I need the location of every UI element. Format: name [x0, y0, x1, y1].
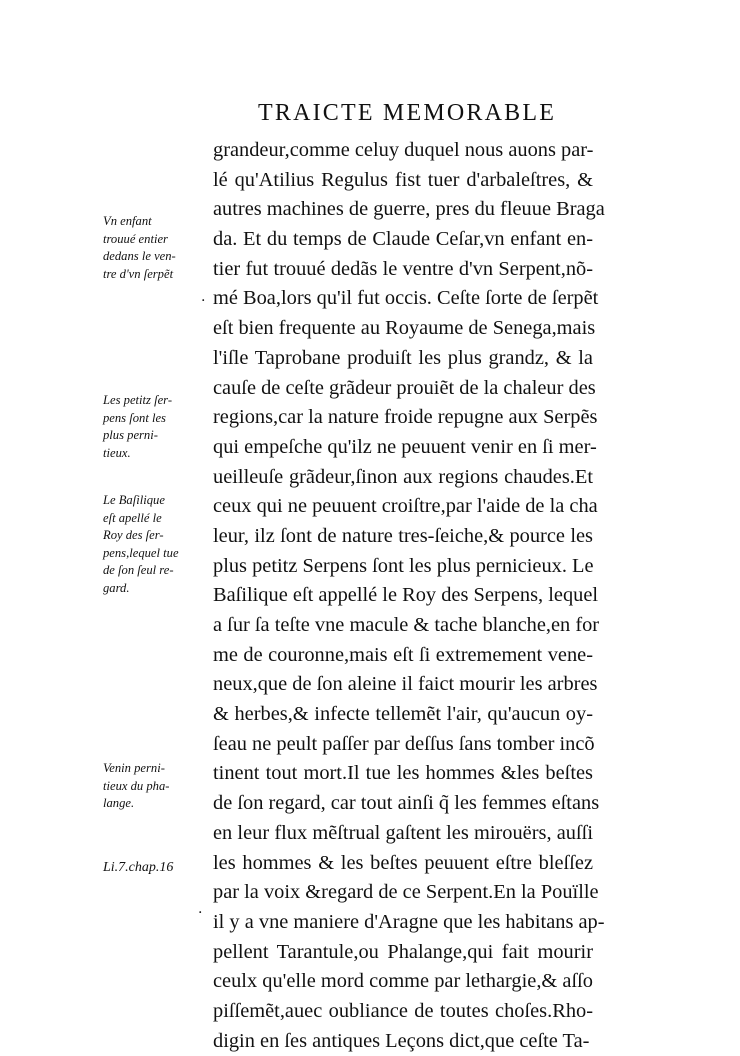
margin-note-basilique [103, 492, 211, 597]
margin-note-line: Venin perni- [103, 761, 165, 775]
text-line: lé qu'Atilius Regulus fist tuer d'arbaleſtres, & [213, 168, 593, 191]
text-line: qui empeſche qu'ilz ne peuuent venir en ſi mer- [213, 435, 597, 458]
margin-note-line: lange. [103, 796, 135, 810]
text-line: ceulx qu'elle mord comme par lethargie,& aſſo [213, 970, 593, 993]
text-line: & herbes,& infecte tellemẽt l'air, qu'aucun oy- [213, 703, 593, 726]
margin-note-line: tieux. [103, 445, 131, 460]
main-text-column [213, 136, 605, 1056]
margin-note-line: eſt apellé le [103, 510, 162, 525]
margin-note-line: pens ſont les [103, 410, 166, 425]
margin-note-line: Les petitz ſer- [103, 393, 173, 407]
margin-note-line: Roy des ſer- [103, 528, 164, 542]
text-line: a ſur ſa teſte vne macule & tache blanche,en for [213, 614, 600, 636]
text-line: ueilleuſe grãdeur,ſinon aux regions chaudes.Et [213, 465, 593, 488]
text-line: leur, ilz ſont de nature tres-ſeiche,& pource les [213, 524, 593, 547]
margin-note-line: gard. [103, 580, 130, 595]
text-line: par la voix &regard de ce Serpent.En la Pouïlle [213, 881, 599, 904]
text-line: l'iſle Taprobane produiſt les plus grandz, & la [213, 346, 593, 369]
margin-note-enfant [103, 213, 211, 283]
margin-note-venin [103, 760, 211, 813]
text-line: de ſon regard, car tout ainſi q̃ les femmes eſtans [213, 792, 600, 815]
text-line: autres machines de guerre, pres du fleuue Braga [213, 198, 605, 221]
margin-reference: Li.7.chap.16 [103, 860, 174, 875]
margin-note-line: tre d'vn ſerpẽt [103, 266, 174, 281]
text-line: ceux qui ne peuuent croiſtre,par l'aide de la cha [213, 495, 598, 518]
margin-note-line: tieux du pha- [103, 778, 170, 793]
text-line: piſſemẽt,auec oubliance de toutes choſes.Rho- [213, 999, 593, 1022]
text-line: plus petitz Serpens ſont les plus pernicieux. Le [213, 554, 594, 577]
margin-note-line: trouué entier [103, 231, 168, 246]
text-line: Baſilique eſt appellé le Roy des Serpens, lequel [213, 584, 599, 607]
text-line: neux,que de ſon aleine il faict mourir les arbres [213, 673, 598, 696]
text-line: il y a vne maniere d'Aragne que les habitans ap- [213, 910, 605, 933]
text-line: da. Et du temps de Claude Ceſar,vn enfant en- [213, 228, 593, 251]
text-line: regions,car la nature froide repugne aux Serpẽs [213, 406, 598, 429]
text-line: tinent tout mort.Il tue les hommes &les beſtes [213, 762, 593, 785]
text-line: en leur flux mẽſtrual gaſtent les mirouërs, auſſi [213, 821, 593, 844]
text-line: digin en ſes antiques Leçons dict,que ceſte Ta- [213, 1029, 590, 1052]
margin-note-line: dedans le ven- [103, 249, 176, 263]
margin-note-line: de ſon ſeul re- [103, 563, 174, 577]
text-line: cauſe de ceſte grãdeur prouiẽt de la chaleur des [213, 376, 596, 399]
margin-note-line: Vn enfant [103, 214, 152, 228]
text-line: mé Boa,lors qu'il fut occis. Ceſte ſorte de ſerpẽt [213, 287, 599, 310]
text-line: eſt bien frequente au Royaume de Senega,mais [213, 317, 596, 340]
running-title: TRAICTE MEMORABLE [258, 100, 557, 126]
text-line: ſeau ne peult paſſer par deſſus ſans tomber incõ [213, 732, 595, 755]
text-line: me de couronne,mais eſt ſi extremement vene- [213, 643, 593, 666]
text-line: tier fut trouué dedãs le ventre d'vn Serpent,nõ- [213, 257, 593, 280]
text-line: pellent Tarantule,ou Phalange,qui fait mourir [213, 940, 593, 963]
margin-note-line: Le Baſilique [103, 493, 165, 507]
margin-note-line: pens,lequel tue [103, 545, 179, 560]
margin-dot-mark: . [201, 289, 206, 305]
text-line: les hommes & les beſtes peuuent eſtre bleſſez [213, 851, 593, 874]
margin-note-line: plus perni- [103, 428, 158, 442]
margin-dot-mark-bottom: . [198, 901, 203, 917]
margin-note-petitz-serpens [103, 392, 211, 462]
text-line: grandeur,comme celuy duquel nous auons par- [213, 139, 594, 161]
